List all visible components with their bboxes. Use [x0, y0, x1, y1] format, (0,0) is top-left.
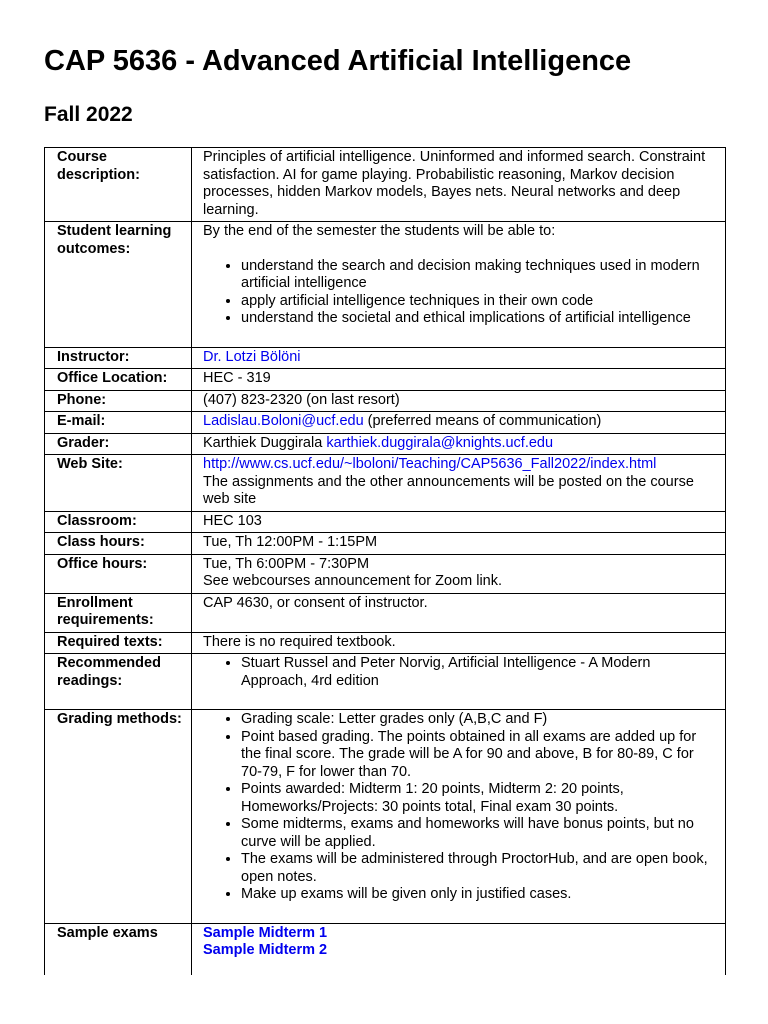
row-enrollment: [45, 593, 726, 632]
row-sample-exams: [45, 923, 726, 975]
value-office-hours: [192, 554, 726, 593]
row-grader: [45, 433, 726, 455]
value-office: HEC - 319: [192, 369, 726, 391]
value-email: [192, 412, 726, 434]
reading-item: • Stuart Russel and Peter Norvig, Artificial Intelligence - A Modern Approach, 4rd edition: [241, 655, 717, 690]
value-outcomes: [192, 222, 726, 348]
value-description: Principles of artificial intelligence. Uninformed and informed search. Constraint satisfaction. AI for game playing. Probabilistic reasoning, Markov decision processes, hidden Markov models, Bayes nets. Neural networks and deep learning.: [192, 148, 726, 222]
value-phone: (407) 823-2320 (on last resort): [192, 390, 726, 412]
outcomes-list: [203, 258, 717, 328]
label-grader: Grader:: [45, 433, 192, 455]
outcome-item: • understand the societal and ethical implications of artificial intelligence: [241, 310, 717, 328]
value-grader: [192, 433, 726, 455]
grading-item: • Grading scale: Letter grades only (A,B,C and F): [241, 711, 717, 729]
syllabus-table: [44, 147, 726, 975]
row-required-texts: [45, 632, 726, 654]
row-outcomes: [45, 222, 726, 348]
label-sample-exams: Sample exams: [45, 923, 192, 975]
website-link[interactable]: http://www.cs.ucf.edu/~lboloni/Teaching/CAP5636_Fall2022/index.html: [203, 456, 657, 472]
row-class-hours: [45, 533, 726, 555]
grading-item: • Some midterms, exams and homeworks will have bonus points, but no curve will be applied.: [241, 816, 717, 851]
value-enrollment: CAP 4630, or consent of instructor.: [192, 593, 726, 632]
grading-list: [203, 711, 717, 904]
label-grading: Grading methods:: [45, 710, 192, 924]
row-grading: [45, 710, 726, 924]
sample-midterm-1-link[interactable]: Sample Midterm 1: [203, 924, 328, 941]
label-website: Web Site:: [45, 455, 192, 512]
grader-email-link[interactable]: karthiek.duggirala@knights.ucf.edu: [326, 434, 554, 451]
value-instructor: [192, 347, 726, 369]
row-email: [45, 412, 726, 434]
label-instructor: Instructor:: [45, 347, 192, 369]
grading-item: • Make up exams will be given only in justified cases.: [241, 886, 717, 904]
term-heading: Fall 2022: [44, 103, 133, 126]
grading-item: • Point based grading. The points obtained in all exams are added up for the final score. The grade will be A for 90 and above, B for 80-89, C for 70-79, F for lower than 70.: [241, 729, 717, 782]
office-hours-zoom-note: See webcourses announcement for Zoom link.: [203, 573, 503, 589]
label-office: Office Location:: [45, 369, 192, 391]
email-link[interactable]: Ladislau.Boloni@ucf.edu: [203, 413, 364, 429]
label-readings: Recommended readings:: [45, 654, 192, 710]
row-phone: [45, 390, 726, 412]
email-note: (preferred means of communication): [363, 413, 602, 429]
outcome-item: • apply artificial intelligence techniques in their own code: [241, 293, 717, 311]
row-office-hours: [45, 554, 726, 593]
label-office-hours: Office hours:: [45, 554, 192, 593]
outcomes-intro: By the end of the semester the students will be able to:: [203, 223, 556, 239]
row-description: [45, 148, 726, 222]
value-classroom: HEC 103: [192, 511, 726, 533]
row-readings: [45, 654, 726, 710]
grading-item: • The exams will be administered through ProctorHub, and are open book, open notes.: [241, 851, 717, 886]
label-email: E-mail:: [45, 412, 192, 434]
grader-name: Karthiek Duggirala: [203, 434, 327, 451]
outcome-item: • understand the search and decision making techniques used in modern artificial intelligence: [241, 258, 717, 293]
label-classroom: Classroom:: [45, 511, 192, 533]
grading-item: • Points awarded: Midterm 1: 20 points, Midterm 2: 20 points, Homeworks/Projects: 30 points total, Final exam 30 points.: [241, 781, 717, 816]
page-title: CAP 5636 - Advanced Artificial Intelligence: [44, 45, 632, 77]
label-class-hours: Class hours:: [45, 533, 192, 555]
value-readings: [192, 654, 726, 710]
value-website: [192, 455, 726, 512]
row-instructor: [45, 347, 726, 369]
readings-list: [203, 655, 717, 690]
label-enrollment: Enrollment requirements:: [45, 593, 192, 632]
sample-midterm-2-link[interactable]: Sample Midterm 2: [203, 942, 328, 958]
label-phone: Phone:: [45, 390, 192, 412]
label-required-texts: Required texts:: [45, 632, 192, 654]
row-classroom: [45, 511, 726, 533]
row-website: [45, 455, 726, 512]
value-class-hours: Tue, Th 12:00PM - 1:15PM: [192, 533, 726, 555]
instructor-link[interactable]: Dr. Lotzi Bölöni: [203, 348, 301, 365]
website-note: The assignments and the other announcements will be posted on the course web site: [203, 473, 694, 507]
value-grading: [192, 710, 726, 924]
label-outcomes: Student learning outcomes:: [45, 222, 192, 348]
value-required-texts: There is no required textbook.: [192, 632, 726, 654]
row-office: [45, 369, 726, 391]
label-description: Course description:: [45, 148, 192, 222]
office-hours-times: Tue, Th 6:00PM - 7:30PM: [203, 555, 370, 572]
value-sample-exams: [192, 923, 726, 975]
